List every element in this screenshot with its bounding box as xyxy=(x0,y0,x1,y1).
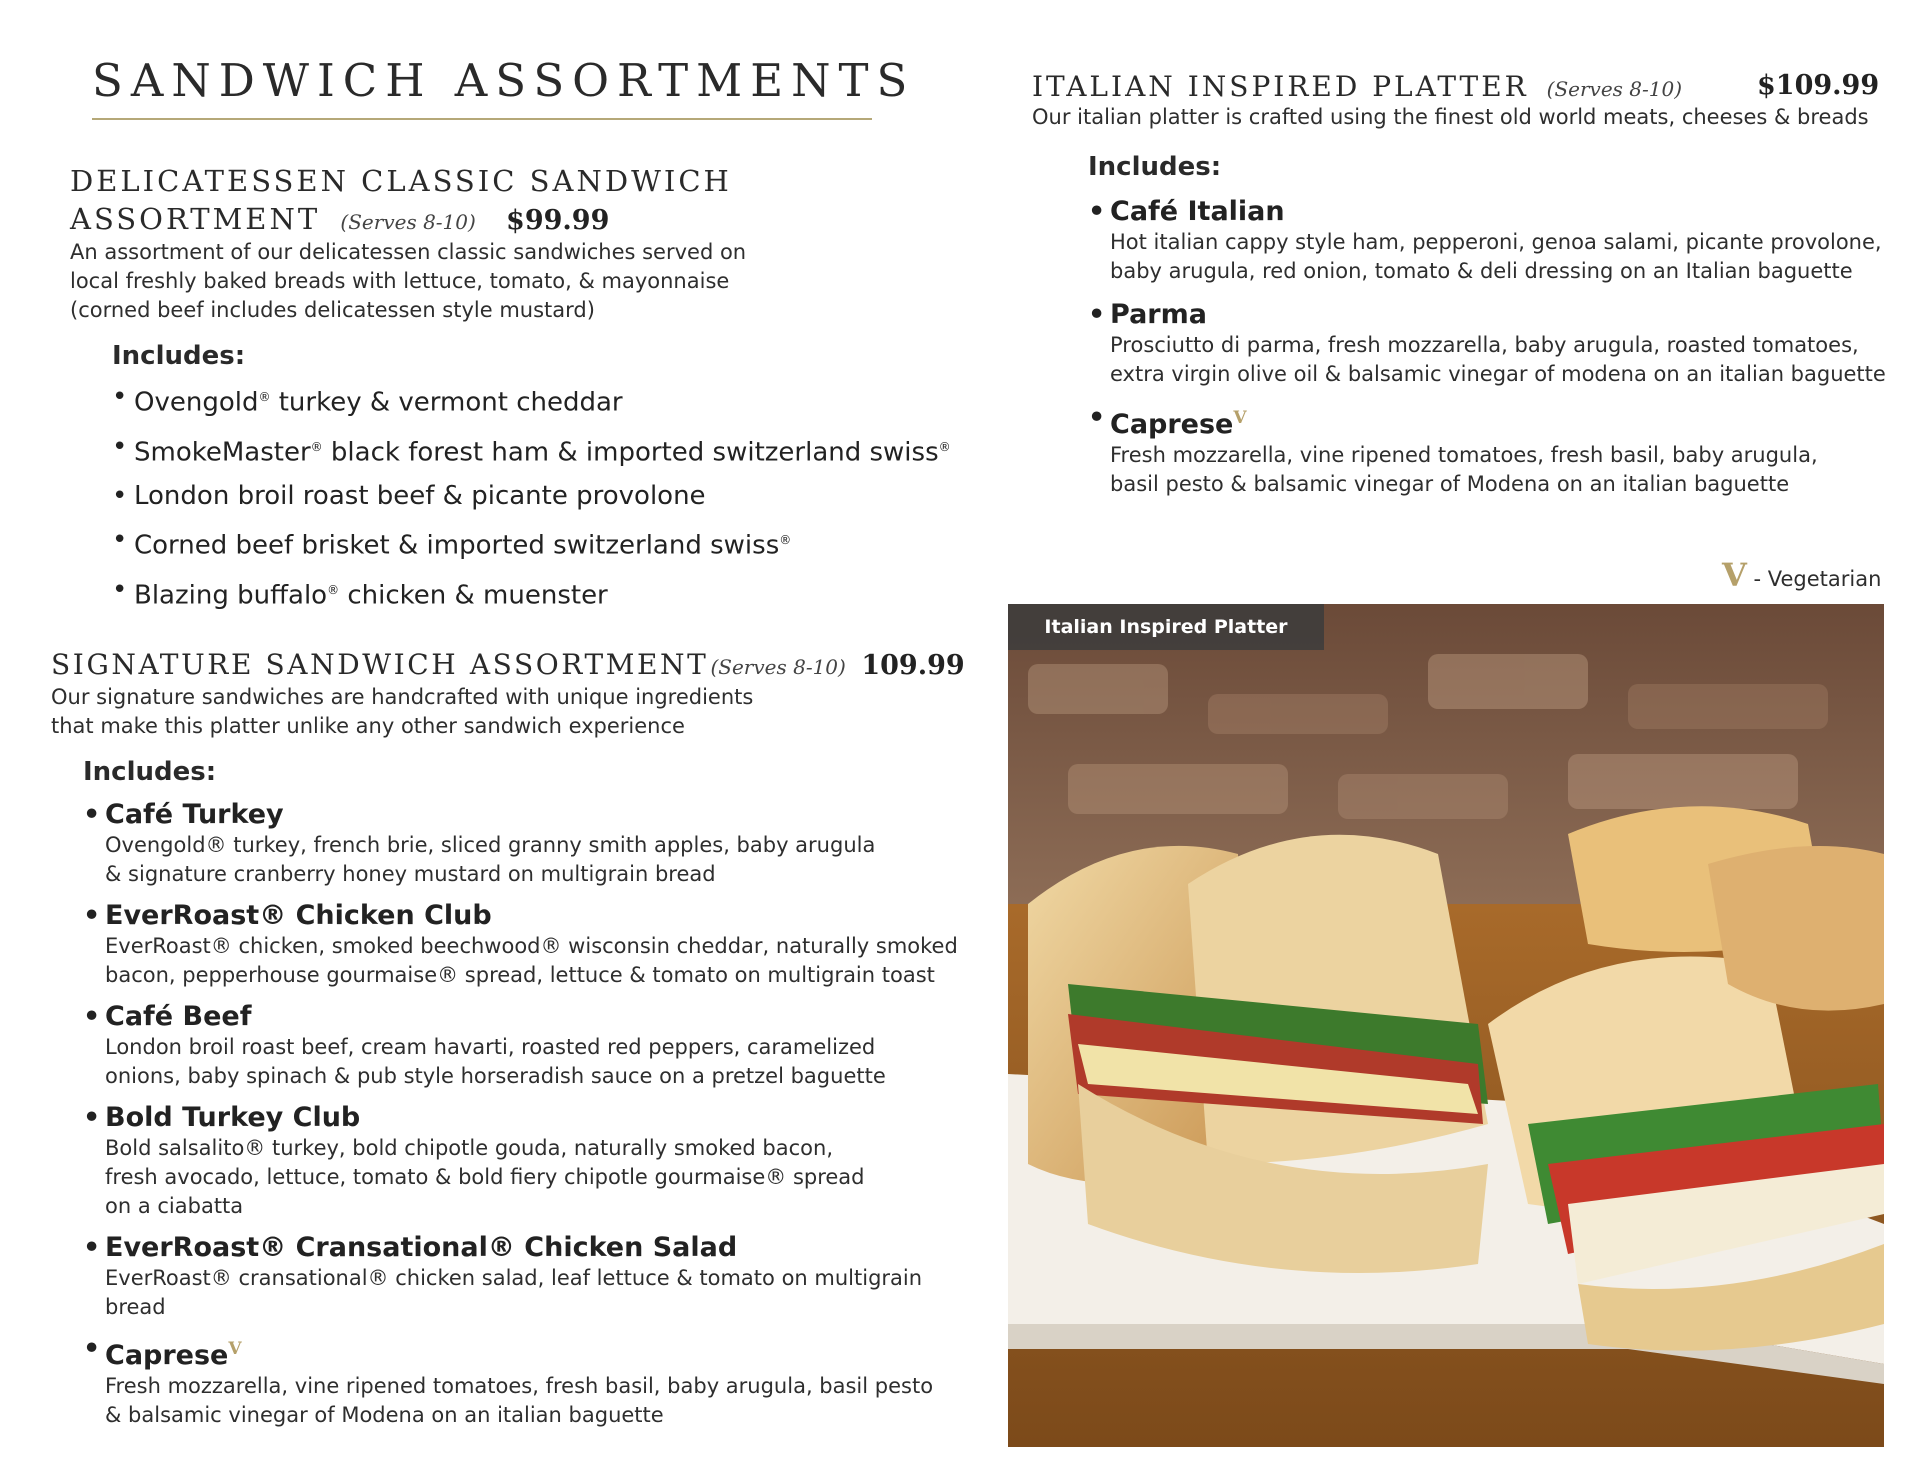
item-text: Blazing buffalo xyxy=(134,580,328,611)
item-name: Café Turkey xyxy=(105,799,284,830)
list-item: • Blazing buffalo® chicken & muenster xyxy=(112,574,608,611)
list-item: • Ovengold® turkey & vermont cheddar xyxy=(112,382,623,418)
item-text: turkey & vermont cheddar xyxy=(270,387,623,418)
item-desc-line: & balsamic vinegar of Modena on an italian baguette xyxy=(105,1403,664,1427)
list-item: • SmokeMaster® black forest ham & imported switzerland swiss® xyxy=(112,431,951,468)
vegetarian-mark: V xyxy=(1233,408,1247,428)
page-title: SANDWICH ASSORTMENTS xyxy=(92,54,916,107)
item-name: Bold Turkey Club xyxy=(105,1102,361,1133)
delicatessen-description xyxy=(70,238,970,325)
registered-mark: ® xyxy=(327,582,340,597)
item-text: Corned beef brisket & imported switzerland swiss xyxy=(134,530,780,561)
photo-caption: Italian Inspired Platter xyxy=(1008,604,1324,650)
item-desc-line: extra virgin olive oil & balsamic vinegar of modena on an italian baguette xyxy=(1110,362,1886,386)
item-desc-line: Fresh mozzarella, vine ripened tomatoes, fresh basil, baby arugula, xyxy=(1110,443,1818,467)
italian-description: Our italian platter is crafted using the finest old world meats, cheeses & breads xyxy=(1032,105,1869,129)
item-name: Caprese xyxy=(1110,409,1234,440)
italian-serves: (Serves 8-10) xyxy=(1546,77,1683,101)
menu-item: • EverRoast® Chicken Club EverRoast® chicken, smoked beechwood® wisconsin cheddar, naturally smoked bacon, pepperhouse gourmaise® spread, lettuce & tomato on multigrain toast xyxy=(83,900,971,990)
title-divider xyxy=(92,118,872,120)
item-desc-line: London broil roast beef, cream havarti, roasted red peppers, caramelized xyxy=(105,1035,876,1059)
italian-title-row xyxy=(1032,70,1892,103)
signature-includes-label: Includes: xyxy=(83,757,217,787)
delicatessen-title-text: ASSORTMENT xyxy=(70,202,321,236)
item-name: Parma xyxy=(1110,299,1207,330)
menu-item: • Caprese$^V$ Fresh mozzarella, vine ripened tomatoes, fresh basil, baby arugula, basil pesto & balsamic vinegar of Modena on an italian baguette xyxy=(83,1333,971,1430)
signature-title-row xyxy=(51,648,971,681)
vegetarian-legend-label: - Vegetarian xyxy=(1753,567,1882,591)
delicatessen-includes-label: Includes: xyxy=(112,341,246,371)
item-desc-line: Prosciutto di parma, fresh mozzarella, baby arugula, roasted tomatoes, xyxy=(1110,333,1859,357)
delicatessen-section xyxy=(70,164,970,618)
registered-mark: ® xyxy=(938,439,951,454)
menu-item: • Café Italian Hot italian cappy style ham, pepperoni, genoa salami, picante provolone, baby arugula, red onion, tomato & deli dressing on an Italian baguette xyxy=(1088,196,1892,286)
item-desc-line: EverRoast® cransational® chicken salad, leaf lettuce & tomato on multigrain bread xyxy=(105,1266,923,1319)
delicatessen-price: $99.99 xyxy=(506,205,610,236)
item-name: EverRoast® Chicken Club xyxy=(105,900,492,931)
registered-mark: ® xyxy=(310,439,323,454)
italian-items-list xyxy=(1088,196,1892,499)
delicatessen-title-line1: DELICATESSEN CLASSIC SANDWICH xyxy=(70,164,732,198)
menu-item: • EverRoast® Cransational® Chicken Salad EverRoast® cransational® chicken salad, leaf lettuce & tomato on multigrain bread xyxy=(83,1232,971,1322)
italian-section xyxy=(1032,70,1892,499)
delicatessen-desc-line: (corned beef includes delicatessen style mustard) xyxy=(70,298,595,322)
item-desc-line: baby arugula, red onion, tomato & deli dressing on an Italian baguette xyxy=(1110,259,1853,283)
registered-mark: ® xyxy=(779,533,792,548)
vegetarian-legend xyxy=(1722,556,1881,594)
menu-item: • Caprese$^V$ Fresh mozzarella, vine ripened tomatoes, fresh basil, baby arugula, basil pesto & balsamic vinegar of Modena on an italian baguette xyxy=(1088,402,1892,499)
list-item: • London broil roast beef & picante provolone xyxy=(112,481,706,512)
vegetarian-legend-symbol: V xyxy=(1722,556,1747,594)
signature-title: SIGNATURE SANDWICH ASSORTMENT xyxy=(51,648,709,681)
italian-includes-label: Includes: xyxy=(1088,152,1222,182)
item-text: SmokeMaster xyxy=(134,437,311,468)
signature-desc-line: that make this platter unlike any other sandwich experience xyxy=(51,714,685,738)
delicatessen-serves: (Serves 8-10) xyxy=(340,210,476,234)
item-desc-line: & signature cranberry honey mustard on multigrain bread xyxy=(105,862,716,886)
delicatessen-title-line2 xyxy=(70,202,970,236)
item-name: Café Italian xyxy=(1110,196,1285,227)
item-name: EverRoast® Cransational® Chicken Salad xyxy=(105,1232,738,1263)
item-desc-line: Fresh mozzarella, vine ripened tomatoes, fresh basil, baby arugula, basil pesto xyxy=(105,1374,934,1398)
menu-item: • Bold Turkey Club Bold salsalito® turkey, bold chipotle gouda, naturally smoked bacon, fresh avocado, lettuce, tomato & bold fiery chipotle gourmaise® spread on a ciabatta xyxy=(83,1102,971,1221)
signature-items-list xyxy=(83,799,971,1430)
item-desc-line: fresh avocado, lettuce, tomato & bold fiery chipotle gourmaise® spread xyxy=(105,1165,865,1189)
italian-platter-photo xyxy=(1008,604,1884,1447)
item-name: Caprese xyxy=(105,1340,229,1371)
signature-desc-line: Our signature sandwiches are handcrafted with unique ingredients xyxy=(51,685,754,709)
delicatessen-desc-line: An assortment of our delicatessen classic sandwiches served on xyxy=(70,240,747,264)
item-desc-line: basil pesto & balsamic vinegar of Modena on an italian baguette xyxy=(1110,472,1790,496)
delicatessen-desc-line: local freshly baked breads with lettuce, tomato, & mayonnaise xyxy=(70,269,730,293)
menu-item: • Café Beef London broil roast beef, cream havarti, roasted red peppers, caramelized onions, baby spinach & pub style horseradish sauce on a pretzel baguette xyxy=(83,1001,971,1091)
vegetarian-mark: V xyxy=(228,1339,242,1359)
list-item: • Corned beef brisket & imported switzerland swiss® xyxy=(112,525,792,561)
item-text: Ovengold xyxy=(134,387,259,418)
signature-section xyxy=(51,648,971,1430)
item-name: Café Beef xyxy=(105,1001,252,1032)
item-text: London broil roast beef & picante provolone xyxy=(134,481,706,512)
item-desc-line: Ovengold® turkey, french brie, sliced granny smith apples, baby arugula xyxy=(105,833,876,857)
signature-description xyxy=(51,683,971,741)
menu-item: • Parma Prosciutto di parma, fresh mozzarella, baby arugula, roasted tomatoes, extra virgin olive oil & balsamic vinegar of modena on an italian baguette xyxy=(1088,299,1892,389)
item-text: chicken & muenster xyxy=(339,580,608,611)
item-desc-line: onions, baby spinach & pub style horseradish sauce on a pretzel baguette xyxy=(105,1064,886,1088)
italian-price: $109.99 xyxy=(1757,70,1880,101)
menu-item: • Café Turkey Ovengold® turkey, french brie, sliced granny smith apples, baby arugula & signature cranberry honey mustard on multigrain bread xyxy=(83,799,971,889)
signature-price: 109.99 xyxy=(861,650,965,681)
item-desc-line: EverRoast® chicken, smoked beechwood® wisconsin cheddar, naturally smoked xyxy=(105,934,958,958)
italian-title: ITALIAN INSPIRED PLATTER xyxy=(1032,70,1529,103)
item-desc-line: Bold salsalito® turkey, bold chipotle gouda, naturally smoked bacon, xyxy=(105,1136,834,1160)
signature-serves: (Serves 8-10) xyxy=(710,655,846,679)
item-desc-line: on a ciabatta xyxy=(105,1194,244,1218)
item-desc-line: bacon, pepperhouse gourmaise® spread, lettuce & tomato on multigrain toast xyxy=(105,963,935,987)
item-text: black forest ham & imported switzerland swiss xyxy=(322,437,939,468)
delicatessen-items-list xyxy=(112,375,970,618)
registered-mark: ® xyxy=(258,390,271,404)
item-desc-line: Hot italian cappy style ham, pepperoni, genoa salami, picante provolone, xyxy=(1110,230,1882,254)
